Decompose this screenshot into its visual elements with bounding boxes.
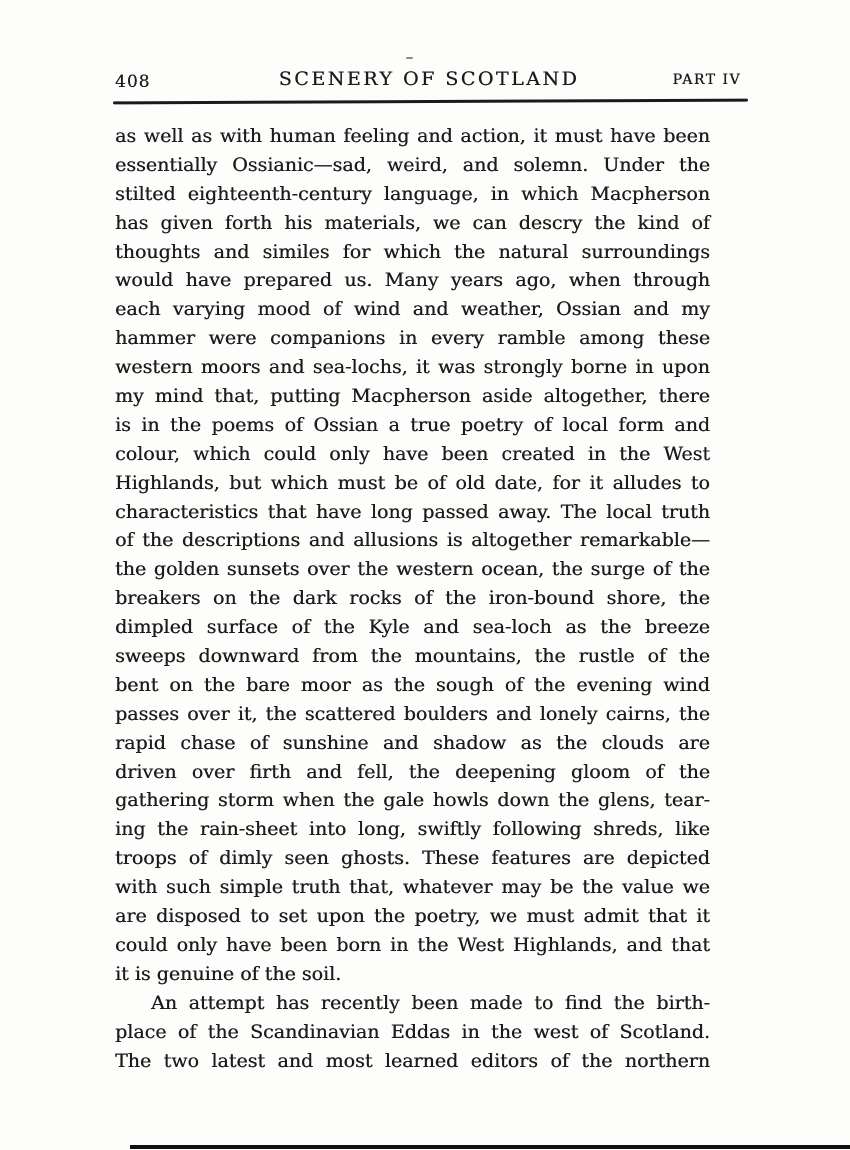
part-label: PART IV: [672, 72, 741, 88]
text-line: sweeps downward from the mountains, the rustle of the: [115, 645, 710, 668]
text-line: rapid chase of sunshine and shadow as the clouds are: [115, 731, 710, 754]
text-block: [115, 122, 710, 1075]
page-number: 408: [115, 72, 151, 92]
text-line: my mind that, putting Macpherson aside altogether, there: [115, 385, 710, 408]
page-header: [113, 68, 745, 98]
text-line: essentially Ossianic—sad, weird, and solemn. Under the: [115, 153, 710, 176]
scan-edge-artifact: [130, 1145, 850, 1149]
text-line: with such simple truth that, whatever may be the value we: [115, 876, 710, 899]
text-line: driven over firth and fell, the deepening gloom of the: [115, 760, 710, 783]
text-line: ing the rain-sheet into long, swiftly following shreds, like: [115, 818, 710, 841]
running-title: SCENERY OF SCOTLAND: [278, 68, 580, 90]
text-line: as well as with human feeling and action, it must have been: [115, 125, 710, 147]
text-line: it is genuine of the soil.: [115, 962, 342, 985]
text-line: thoughts and similes for which the natural surroundings: [115, 240, 710, 263]
ink-speck: [406, 57, 413, 59]
text-line: characteristics that have long passed away. The local truth: [115, 500, 710, 523]
text-line: hammer were companions in every ramble among these: [115, 327, 710, 350]
text-line: each varying mood of wind and weather, Ossian and my: [115, 298, 710, 321]
text-line: could only have been born in the West Highlands, and that: [115, 933, 710, 956]
text-line: stilted eighteenth-century language, in which Macpherson: [115, 182, 710, 205]
text-line: Highlands, but which must be of old date, for it alludes to: [115, 471, 710, 494]
text-line: colour, which could only have been created in the West: [115, 442, 710, 465]
text-line: would have prepared us. Many years ago, when through: [115, 269, 710, 292]
header-rule: [113, 99, 748, 105]
text-line: place of the Scandinavian Eddas in the west of Scotland.: [115, 1020, 710, 1043]
text-line: passes over it, the scattered boulders and lonely cairns, the: [115, 702, 710, 725]
text-line: western moors and sea-lochs, it was strongly borne in upon: [115, 356, 710, 379]
text-line: An attempt has recently been made to find the birth-: [151, 991, 710, 1014]
text-line: the golden sunsets over the western ocean, the surge of the: [115, 558, 710, 581]
text-line: troops of dimly seen ghosts. These features are depicted: [115, 847, 710, 870]
text-line: of the descriptions and allusions is altogether remarkable—: [115, 529, 710, 552]
text-line: bent on the bare moor as the sough of the evening wind: [115, 673, 710, 696]
text-line: gathering storm when the gale howls down the glens, tear-: [115, 789, 710, 812]
text-line: breakers on the dark rocks of the iron-bound shore, the: [115, 587, 710, 610]
text-line: The two latest and most learned editors of the northern: [115, 1049, 710, 1072]
text-line: dimpled surface of the Kyle and sea-loch as the breeze: [115, 616, 710, 639]
text-line: are disposed to set upon the poetry, we must admit that it: [115, 905, 710, 928]
text-line: is in the poems of Ossian a true poetry of local form and: [115, 413, 710, 436]
text-line: has given forth his materials, we can descry the kind of: [115, 211, 710, 234]
